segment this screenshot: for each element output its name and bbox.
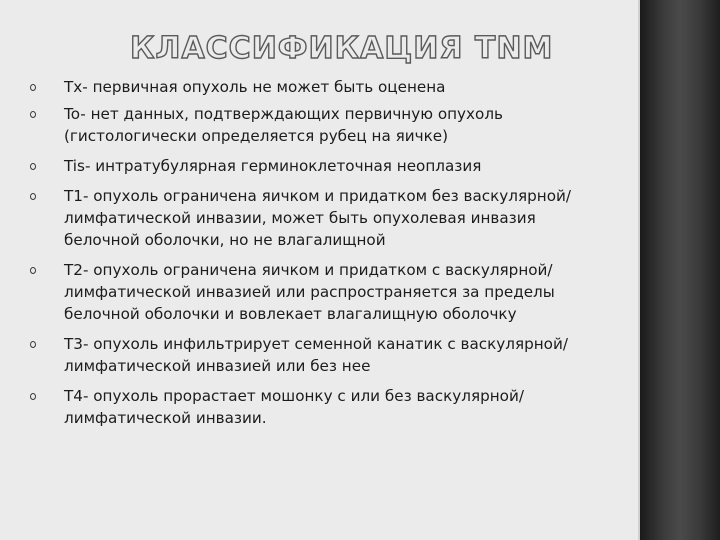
- bullet-item: [28, 103, 608, 147]
- bullet-item: [28, 385, 608, 429]
- bullet-circle-icon: [30, 193, 36, 200]
- bullet-circle-icon: [30, 84, 36, 91]
- bullet-item: [28, 76, 608, 98]
- bullet-text: T2- опухоль ограничена яичком и придатком с васкулярной/лимфатической инвазией или распространяется за пределы белочной оболочки и вовлекает влагалищную оболочку: [64, 261, 555, 323]
- bullet-text: T1- опухоль ограничена яичком и придатком без васкулярной/лимфатической инвазии, может быть опухолевая инвазия белочной оболочки, но не влагалищной: [64, 187, 571, 249]
- bullet-text: To- нет данных, подтверждающих первичную опухоль (гистологически определяется рубец на яичке): [64, 105, 503, 145]
- bullet-text: Tx- первичная опухоль не может быть оценена: [64, 78, 446, 96]
- bullet-circle-icon: [30, 163, 36, 170]
- bullet-item: [28, 259, 608, 325]
- bullet-item: [28, 333, 608, 377]
- bullet-circle-icon: [30, 267, 36, 274]
- bullet-list: [28, 76, 608, 429]
- slide-title: КЛАССИФИКАЦИЯ TNM: [130, 31, 554, 66]
- bullet-item: [28, 155, 608, 177]
- bullet-text: T3- опухоль инфильтрирует семенной канатик с васкулярной/лимфатической инвазией или без нее: [64, 335, 568, 375]
- bullet-circle-icon: [30, 111, 36, 118]
- side-decorative-panel: [640, 0, 720, 540]
- bullet-circle-icon: [30, 393, 36, 400]
- bullet-item: [28, 185, 608, 251]
- bullet-text: T4- опухоль прорастает мошонку с или без васкулярной/лимфатической инвазии.: [64, 387, 524, 427]
- bullet-text: Tis- интратубулярная герминоклеточная неоплазия: [64, 157, 482, 175]
- bullet-circle-icon: [30, 341, 36, 348]
